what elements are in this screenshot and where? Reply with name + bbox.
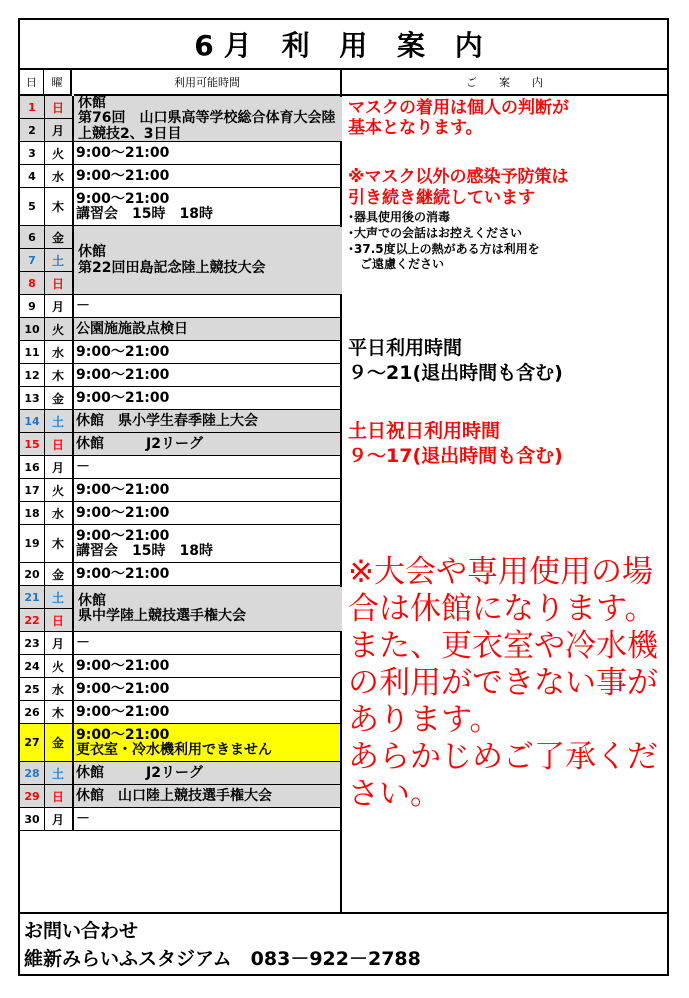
table-row (20, 563, 340, 586)
closure-event-cell: 休館 第76回 山口県高等学校総合体育大会陸上競技2、3日目 (74, 97, 342, 141)
day-number: 6 (20, 226, 45, 248)
availability-text: 休館 県小学生春季陸上大会 (76, 412, 258, 429)
availability-text: 9:00～21:00 (76, 343, 170, 360)
header-guide: ご 案 内 (342, 70, 667, 96)
day-number: 25 (20, 678, 45, 700)
weekday: 金 (44, 387, 74, 409)
availability-text: － (76, 810, 90, 827)
infection-note-line2: 引き続き継続しています (348, 188, 535, 208)
availability-text: 9:00～21:00 講習会 15時 18時 (76, 527, 213, 559)
availability-text: － (76, 634, 90, 651)
contact-label: お問い合わせ (24, 920, 139, 942)
availability-text: 9:00～21:00 (76, 504, 170, 521)
day-number: 2 (20, 119, 45, 141)
bullet-fever-cont: ご遠慮ください (348, 257, 445, 271)
weekday: 月 (44, 456, 74, 478)
weekday: 日 (44, 785, 74, 807)
availability-text: 9:00～21:00 (76, 481, 170, 498)
day-number: 14 (20, 410, 45, 432)
table-row (20, 785, 340, 808)
weekday: 月 (44, 632, 74, 654)
day-number: 1 (20, 96, 45, 118)
weekday: 火 (44, 318, 74, 340)
weekday: 火 (44, 142, 74, 164)
availability-text: 9:00～21:00 講習会 15時 18時 (76, 190, 213, 222)
availability-text: 休館 山口陸上競技選手権大会 (76, 787, 272, 804)
bullet-fever: ･37.5度以上の熱がある方は利用を (348, 242, 540, 256)
availability-text: 休館 J2リーグ (76, 764, 203, 781)
weekday: 水 (44, 502, 74, 524)
table-row (20, 318, 340, 341)
weekday: 木 (44, 701, 74, 723)
day-number: 13 (20, 387, 45, 409)
weekday: 木 (44, 525, 74, 562)
table-row (20, 724, 340, 762)
weekend-hours: ９～17(退出時間も含む) (348, 445, 563, 467)
weekday: 金 (44, 226, 74, 248)
header-weekday: 曜 (44, 70, 72, 96)
closure-event-cell: 休館 第22回田島記念陸上競技大会 (74, 227, 342, 294)
day-number: 23 (20, 632, 45, 654)
availability-text: 休館 J2リーグ (76, 435, 203, 452)
day-number: 5 (20, 188, 45, 225)
table-row (20, 808, 340, 831)
weekday: 金 (44, 563, 74, 585)
day-number: 30 (20, 808, 45, 830)
day-number: 12 (20, 364, 45, 386)
weekday: 水 (44, 678, 74, 700)
availability-text: 9:00～21:00 (76, 680, 170, 697)
weekend-hours-title: 土日祝日利用時間 (348, 420, 501, 442)
weekday: 月 (44, 119, 74, 141)
table-row (20, 341, 340, 364)
day-number: 17 (20, 479, 45, 501)
day-number: 29 (20, 785, 45, 807)
header-day: 日 (20, 70, 44, 96)
table-row (20, 387, 340, 410)
day-number: 10 (20, 318, 45, 340)
weekday: 水 (44, 341, 74, 363)
table-row (20, 525, 340, 563)
weekday: 土 (44, 249, 74, 271)
contact-footer (20, 912, 667, 978)
table-row (20, 479, 340, 502)
weekday-hours: ９～21(退出時間も含む) (348, 362, 563, 384)
bullet-quiet: ･大声での会話はお控えください (348, 226, 523, 240)
weekday: 日 (44, 96, 74, 118)
weekday: 月 (44, 808, 74, 830)
weekday: 木 (44, 188, 74, 225)
weekday: 木 (44, 364, 74, 386)
day-number: 7 (20, 249, 45, 271)
availability-text: 9:00～21:00 (76, 565, 170, 582)
table-row (20, 364, 340, 387)
availability-text: 9:00～21:00 (76, 167, 170, 184)
mask-note-line1: マスクの着用は個人の判断が (348, 98, 569, 118)
contact-phone: 維新みらいふスタジアム 083－922－2788 (24, 948, 421, 970)
weekday: 日 (44, 272, 74, 294)
table-row (20, 456, 340, 479)
day-number: 26 (20, 701, 45, 723)
bullet-disinfection: ･器具使用後の消毒 (348, 210, 451, 224)
table-row (20, 678, 340, 701)
day-number: 15 (20, 433, 45, 455)
table-row (20, 188, 340, 226)
day-number: 11 (20, 341, 45, 363)
day-number: 20 (20, 563, 45, 585)
weekday: 日 (44, 609, 74, 631)
day-number: 9 (20, 295, 45, 317)
day-number: 16 (20, 456, 45, 478)
availability-text: 9:00～21:00 (76, 657, 170, 674)
availability-text: 9:00～21:00 更衣室・冷水機利用できません (76, 726, 272, 758)
weekday: 水 (44, 165, 74, 187)
availability-text: － (76, 458, 90, 475)
table-row (20, 502, 340, 525)
day-number: 19 (20, 525, 45, 562)
table-row (20, 142, 340, 165)
availability-text: 9:00～21:00 (76, 366, 170, 383)
weekday: 月 (44, 295, 74, 317)
table-row (20, 410, 340, 433)
column-divider (340, 70, 342, 912)
table-row (20, 632, 340, 655)
day-number: 18 (20, 502, 45, 524)
weekday: 日 (44, 433, 74, 455)
weekday: 火 (44, 655, 74, 677)
closure-notice: ※大会や専用使用の場合は休館になります。また、更衣室や冷水機の利用ができない事があります。 あらかじめご了承ください。 (348, 554, 658, 812)
table-row (20, 655, 340, 678)
table-row (20, 762, 340, 785)
weekday: 土 (44, 410, 74, 432)
table-row (20, 165, 340, 188)
table-row (20, 295, 340, 318)
day-number: 27 (20, 724, 45, 761)
availability-text: 9:00～21:00 (76, 389, 170, 406)
closure-event-cell: 休館 県中学陸上競技選手権大会 (74, 587, 342, 631)
mask-note-line2: 基本となります。 (348, 118, 483, 138)
weekday: 火 (44, 479, 74, 501)
day-number: 4 (20, 165, 45, 187)
table-row (20, 701, 340, 724)
availability-text: 9:00～21:00 (76, 703, 170, 720)
header-available-time: 利用可能時間 (74, 70, 340, 96)
day-number: 28 (20, 762, 45, 784)
table-row (20, 433, 340, 456)
availability-text: 9:00～21:00 (76, 144, 170, 161)
infection-note-line1: ※マスク以外の感染予防策は (348, 167, 569, 187)
availability-text: 公園施施設点検日 (76, 320, 188, 337)
availability-text: － (76, 297, 90, 314)
day-number: 21 (20, 586, 45, 608)
day-number: 3 (20, 142, 45, 164)
weekday: 金 (44, 724, 74, 761)
page-title: 6月 利 用 案 内 (20, 20, 667, 70)
day-number: 24 (20, 655, 45, 677)
day-number: 8 (20, 272, 45, 294)
weekday: 土 (44, 586, 74, 608)
day-number: 22 (20, 609, 45, 631)
weekday-hours-title: 平日利用時間 (348, 337, 463, 359)
usage-guide-sheet (18, 18, 669, 976)
weekday: 土 (44, 762, 74, 784)
